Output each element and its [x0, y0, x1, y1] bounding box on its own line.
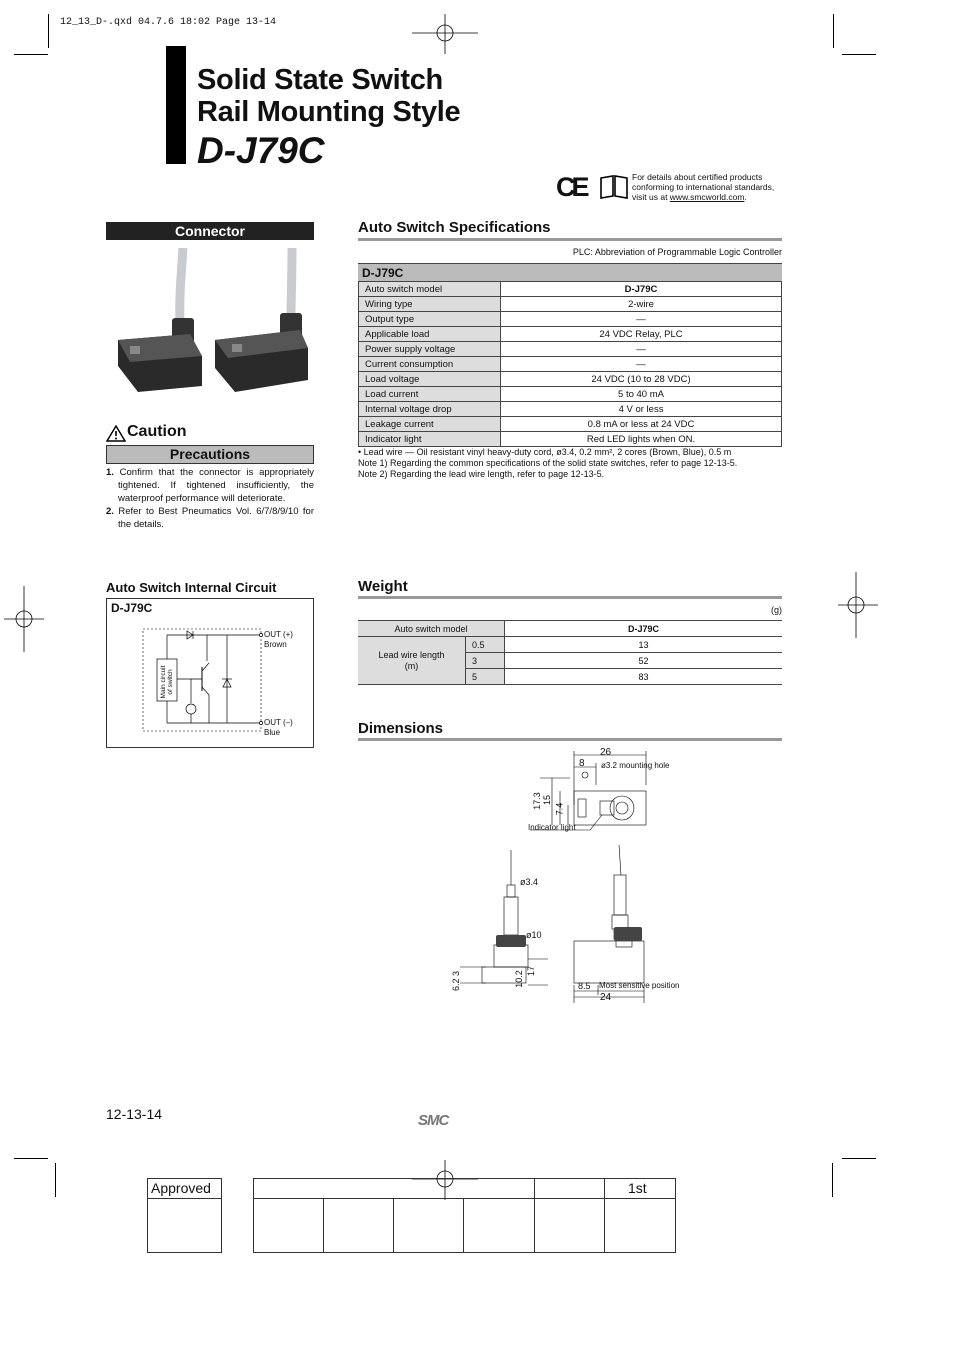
spec-value: — — [501, 312, 782, 327]
spec-label: Load voltage — [359, 372, 501, 387]
dim-17: 17 — [526, 965, 537, 977]
spec-value: 24 VDC (10 to 28 VDC) — [501, 372, 782, 387]
registration-mark-right — [838, 572, 878, 638]
weight-value: 13 — [505, 637, 783, 653]
dim-7-4: 7.4 — [554, 802, 565, 816]
crop-mark — [832, 1163, 833, 1197]
dim-indicator-light: Indicator light — [528, 823, 576, 832]
spec-row — [359, 312, 782, 327]
dim-phi-10: ø10 — [526, 930, 542, 940]
page-number: 12-13-14 — [106, 1106, 163, 1122]
circuit-box: D-J79C Main circuit of switch OUT (+) Brown OUT (–) Blue — [106, 598, 314, 748]
dim-most-sensitive: Most sensitive position — [599, 981, 680, 990]
spec-label: Wiring type — [359, 297, 501, 312]
spec-row — [359, 327, 782, 342]
registration-mark-top — [412, 14, 478, 54]
spec-row — [359, 357, 782, 372]
registration-mark-left — [4, 586, 44, 652]
crop-mark — [14, 54, 48, 55]
out-plus-label: OUT (+) Brown — [264, 630, 293, 649]
spec-value: — — [501, 357, 782, 372]
dim-phi-3-4: ø3.4 — [520, 877, 539, 887]
spec-label: Output type — [359, 312, 501, 327]
dim-15: 15 — [542, 794, 553, 806]
plc-note: PLC: Abbreviation of Programmable Logic Controller — [572, 247, 782, 257]
book-icon — [599, 174, 629, 200]
weight-length: 5 — [466, 669, 505, 685]
smc-logo: SMC — [418, 1112, 449, 1129]
precaution-item: 2. Refer to Best Pneumatics Vol. 6/7/8/9/10 for the details. — [106, 506, 315, 530]
main-circuit-label: Main circuit — [160, 665, 167, 699]
spec-row — [359, 282, 782, 297]
spec-row — [359, 342, 782, 357]
page-title-line1: Solid State Switch — [197, 64, 443, 96]
dim-26: 26 — [600, 747, 612, 758]
specs-rule — [358, 238, 782, 241]
out-minus-label: OUT (–) Blue — [264, 718, 293, 737]
crop-mark — [833, 14, 834, 48]
dim-10-2: 10.2 — [513, 970, 524, 988]
specs-model-header: D-J79C — [358, 263, 782, 281]
spec-value: 24 VDC Relay, PLC — [501, 327, 782, 342]
spec-row — [359, 387, 782, 402]
approved-label: Approved — [148, 1179, 221, 1199]
spec-row — [359, 402, 782, 417]
spec-value: — — [501, 342, 782, 357]
weight-col-value: D-J79C — [505, 621, 783, 637]
first-label: 1st — [628, 1180, 647, 1196]
weight-table — [358, 620, 782, 685]
spec-label: Applicable load — [359, 327, 501, 342]
model-title: D-J79C — [197, 130, 325, 171]
dim-17-3: 17.3 — [531, 792, 542, 810]
spec-row — [359, 372, 782, 387]
dim-mounting-hole: ø3.2 mounting hole — [601, 761, 670, 770]
connector-photo — [110, 248, 315, 408]
spec-value: 2-wire — [501, 297, 782, 312]
specs-table — [358, 281, 782, 447]
dim-6-2-3: 6.2 3 — [451, 970, 462, 992]
smcworld-link[interactable]: www.smcworld.com — [669, 192, 745, 202]
crop-mark — [14, 1158, 48, 1159]
specs-notes: • Lead wire — Oil resistant vinyl heavy-duty cord, ø3.4, 0.2 mm², 2 cores (Brown, Blue), 0.5 m Note 1) Regarding the common specifications of the solid state switches, refer to page 12-13-5. Note 2) Regarding the lead wire length, refer to page 12-13-5. — [358, 447, 738, 479]
precaution-item: 1. Confirm that the connector is appropriately tightened. If tightened insufficiently, the waterproof performance will deteriorate. — [106, 467, 315, 504]
crop-mark — [842, 1158, 876, 1159]
spec-value: 4 V or less — [501, 402, 782, 417]
spec-label: Leakage current — [359, 417, 501, 432]
weight-heading: Weight — [358, 578, 408, 595]
weight-value: 83 — [505, 669, 783, 685]
weight-value: 52 — [505, 653, 783, 669]
spec-label: Load current — [359, 387, 501, 402]
dimensions-rule — [358, 738, 782, 741]
weight-unit: (g) — [771, 605, 782, 615]
connector-heading: Connector — [106, 222, 314, 240]
crop-mark — [48, 14, 49, 48]
spec-label: Internal voltage drop — [359, 402, 501, 417]
spec-row — [359, 432, 782, 447]
precautions-list — [106, 466, 314, 531]
revision-grid — [253, 1178, 676, 1253]
warning-icon — [106, 425, 126, 442]
crop-mark — [842, 54, 876, 55]
weight-length: 3 — [466, 653, 505, 669]
weight-rule — [358, 596, 782, 599]
dimensions-heading: Dimensions — [358, 720, 444, 737]
spec-value: D-J79C — [501, 282, 782, 297]
circuit-heading: Auto Switch Internal Circuit — [106, 580, 277, 595]
approved-box — [147, 1178, 222, 1253]
spec-row — [359, 297, 782, 312]
spec-value: 0.8 mA or less at 24 VDC — [501, 417, 782, 432]
title-bar — [166, 46, 186, 164]
dim-8-5: 8.5 — [578, 981, 591, 991]
spec-label: Current consumption — [359, 357, 501, 372]
crop-mark — [55, 1163, 56, 1197]
weight-col-model: Auto switch model — [358, 621, 505, 637]
dim-8: 8 — [579, 758, 585, 769]
precautions-heading: Precautions — [106, 445, 314, 464]
spec-value: 5 to 40 mA — [501, 387, 782, 402]
specs-heading: Auto Switch Specifications — [358, 219, 551, 236]
spec-label: Auto switch model — [359, 282, 501, 297]
weight-length: 0.5 — [466, 637, 505, 653]
file-info: 12_13_D-.qxd 04.7.6 18:02 Page 13-14 — [60, 17, 277, 28]
spec-label: Power supply voltage — [359, 342, 501, 357]
dimension-drawing — [440, 745, 702, 1010]
certification-note: For details about certified products conforming to international standards, visit us at www.smcworld.com. — [632, 172, 775, 202]
spec-value: Red LED lights when ON. — [501, 432, 782, 447]
caution-heading: Caution — [127, 423, 187, 440]
page-title-line2: Rail Mounting Style — [197, 96, 461, 128]
circuit-model: D-J79C — [111, 601, 153, 615]
spec-row — [359, 417, 782, 432]
spec-label: Indicator light — [359, 432, 501, 447]
lead-wire-length-label: Lead wire length (m) — [358, 637, 466, 685]
ce-mark: CE — [556, 172, 586, 202]
dim-24: 24 — [600, 992, 612, 1003]
